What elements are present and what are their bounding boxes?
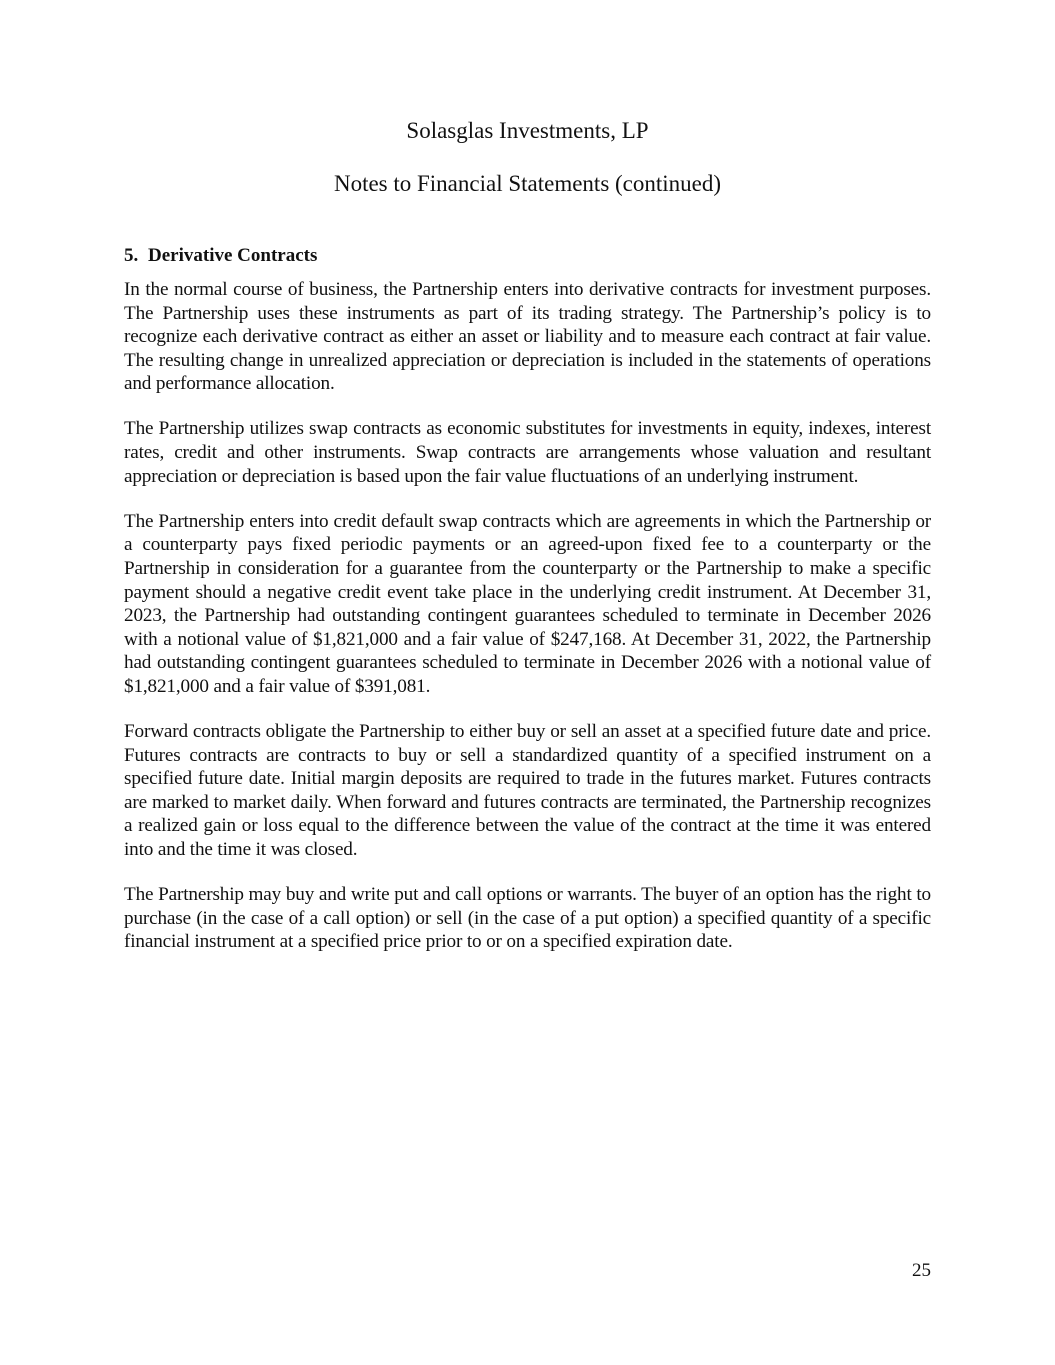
company-title: Solasglas Investments, LP [406, 118, 649, 143]
paragraph-credit-default-swaps: The Partnership enters into credit default swap contracts which are agreements in which the Partnership or a counterparty pays fixed periodic payments or an agreed-upon fixed fee to a counterparty or the Partnership in consideration for a guarantee from the counterparty or the Partnership to make a specific payment should a negative credit event take place in the underlying credit instrument. At December 31, 2023, the Partnership had outstanding contingent guarantees scheduled to terminate in December 2026 with a notional value of $1,821,000 and a fair value of $247,168. At December 31, 2022, the Partnership had outstanding contingent guarantees scheduled to terminate in December 2026 with a notional value of $1,821,000 and a fair value of $391,081. [124, 510, 931, 697]
paragraph-options-warrants: The Partnership may buy and write put and call options or warrants. The buyer of an option has the right to purchase (in the case of a call option) or sell (in the case of a put option) a specified quantity of a specific financial instrument at a specified price prior to or on a specified expiration date. [124, 884, 931, 953]
section-derivative-contracts [124, 244, 931, 975]
section-heading [124, 244, 931, 268]
section-title: Derivative Contracts [148, 245, 318, 266]
paragraph-forward-futures: Forward contracts obligate the Partnership to either buy or sell an asset at a specified future date and price. Futures contracts are contracts to buy or sell a standardized quantity of a specified instrument on a specified future date. Initial margin deposits are required to trade in the futures market. Futures contracts are marked to market daily. When forward and futures contracts are terminated, the Partnership recognizes a realized gain or loss equal to the difference between the value of the contract at the time it was entered into and the time it was closed. [124, 721, 931, 860]
paragraph-swap-contracts: The Partnership utilizes swap contracts as economic substitutes for investments in equity, indexes, interest rates, credit and other instruments. Swap contracts are arrangements whose valuation and resultant appreciation or depreciation is based upon the fair value fluctuations of an underlying instrument. [124, 418, 931, 487]
paragraph-derivative-policy: In the normal course of business, the Partnership enters into derivative contracts for investment purposes. The Partnership uses these instruments as part of its trading strategy. The Partnership’s policy is to recognize each derivative contract as either an asset or liability and to measure each contract at fair value. The resulting change in unrealized appreciation or depreciation is included in the statements of operations and performance allocation. [124, 279, 931, 395]
notes-title: Notes to Financial Statements (continued) [333, 171, 722, 196]
page-number: 25 [912, 1260, 931, 1281]
section-number: 5. [124, 245, 139, 266]
